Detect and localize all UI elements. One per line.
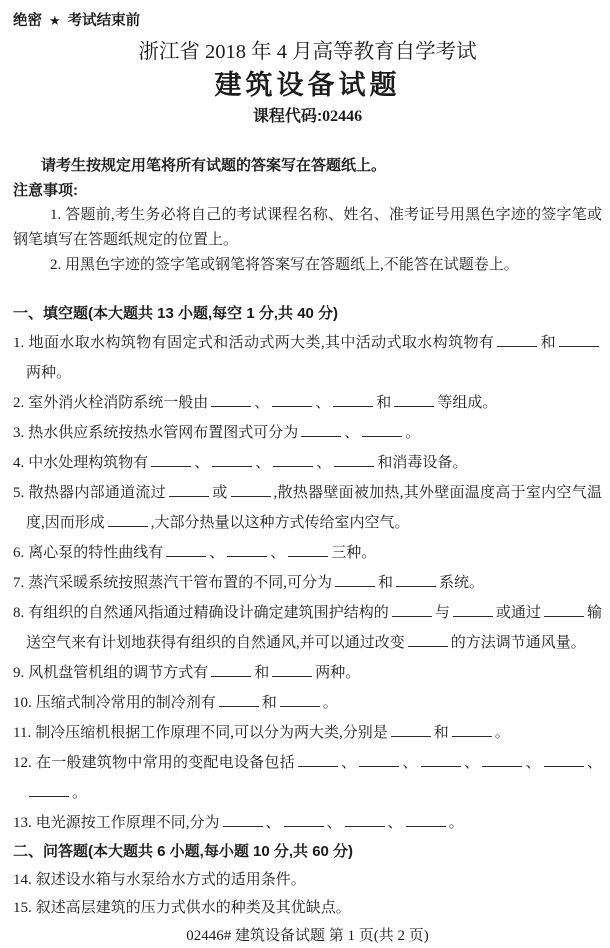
answer-blank <box>396 573 436 587</box>
question-text: 、 <box>340 755 357 771</box>
answer-blank <box>211 393 251 407</box>
question-13 <box>13 808 602 838</box>
question-1 <box>13 328 602 388</box>
question-text: 有组织的自然通风指通过精确设计确定建筑围护结构的 <box>28 605 389 621</box>
answer-blank <box>272 393 312 407</box>
answer-blank <box>223 813 263 827</box>
question-text: 和 <box>261 695 277 711</box>
answer-blank <box>273 453 313 467</box>
question-text: 和 <box>433 725 449 741</box>
question-text: 、 <box>265 815 281 831</box>
answer-blank <box>166 543 206 557</box>
question-text: 、 <box>255 455 271 471</box>
question-9 <box>13 658 602 688</box>
note-item-2: 2. 用黑色字迹的签字笔或钢笔将答案写在答题纸上,不能答在试题卷上。 <box>50 257 519 273</box>
question-text: 地面水取水构筑物有固定式和活动式两大类,其中活动式取水构筑物有 <box>28 335 495 351</box>
answer-blank <box>29 783 69 797</box>
question-text: 电光源按工作原理不同,分为 <box>35 815 220 831</box>
question-text: 或通过 <box>495 605 541 621</box>
answer-blank <box>359 753 399 767</box>
answer-blank <box>544 603 584 617</box>
question-text: 叙述高层建筑的压力式供水的种类及其优缺点。 <box>35 900 351 916</box>
answer-blank <box>482 753 522 767</box>
question-text: 、 <box>326 815 342 831</box>
question-7 <box>13 568 602 598</box>
question-text: 输送空气来有计划地获得有组织的自然通风,并可以通过改变 <box>26 605 602 651</box>
question-text: 和 <box>376 395 392 411</box>
answer-blank <box>335 573 375 587</box>
answer-blank <box>151 453 191 467</box>
pen-notice: 请考生按规定用笔将所有试题的答案写在答题纸上。 <box>41 157 387 174</box>
answer-blank <box>169 483 209 497</box>
question-8 <box>13 598 602 658</box>
question-text: 。 <box>72 785 88 801</box>
question-text: 热水供应系统按热水管网布置图式可分为 <box>28 425 299 441</box>
question-text: 压缩式制冷常用的制冷剂有 <box>35 695 216 711</box>
question-text: 制冷压缩机根据工作原理不同,可以分为两大类,分别是 <box>35 725 388 741</box>
question-number: 11. <box>13 725 32 741</box>
answer-blank <box>391 723 431 737</box>
question-3 <box>13 418 602 448</box>
answer-blank <box>212 453 252 467</box>
question-text: 。 <box>448 815 464 831</box>
answer-blank <box>280 693 320 707</box>
question-number: 10. <box>13 695 32 711</box>
question-text: 中水处理构筑物有 <box>28 455 149 471</box>
question-text: ,散热器壁面被加热,其外壁面温度高于室内空气温度,因而形成 <box>26 485 602 531</box>
question-text: 两种。 <box>315 665 361 681</box>
question-text: 。 <box>322 695 338 711</box>
question-text: 、 <box>586 755 602 771</box>
question-text: 风机盘管机组的调节方式有 <box>28 665 209 681</box>
answer-blank <box>559 333 599 347</box>
exam-session-title: 浙江省 2018 年 4 月高等教育自学考试 <box>138 41 477 63</box>
question-text: 和 <box>254 665 270 681</box>
question-text: 叙述设水箱与水泵给水方式的适用条件。 <box>35 872 306 888</box>
secrecy-label: 绝密 <box>13 13 42 29</box>
note-item-1: 1. 答题前,考生务必将自己的考试课程名称、姓名、准考证号用黑色字迹的签字笔或钢笔填写在答题纸规定的位置上。 <box>13 207 602 248</box>
question-14 <box>13 866 602 894</box>
answer-blank <box>544 753 584 767</box>
exam-timing-label: 考试结束前 <box>67 13 141 29</box>
question-number: 1. <box>13 335 25 351</box>
question-text: 的方法调节通风量。 <box>450 635 586 651</box>
answer-blank <box>301 423 341 437</box>
question-text: 等组成。 <box>437 395 498 411</box>
question-text: 室外消火栓消防系统一般由 <box>28 395 209 411</box>
question-number: 13. <box>13 815 32 831</box>
answer-blank <box>345 813 385 827</box>
answer-blank <box>392 603 432 617</box>
security-classification-line <box>13 12 602 30</box>
question-text: 、 <box>315 395 331 411</box>
answer-blank <box>406 813 446 827</box>
answer-blank <box>108 513 148 527</box>
page-footer: 02446# 建筑设备试题 第 1 页(共 2 页) <box>186 928 429 944</box>
answer-blank <box>227 543 267 557</box>
answer-blank <box>284 813 324 827</box>
question-text: 在一般建筑物中常用的变配电设备包括 <box>35 755 295 771</box>
course-code-label: 课程代码: <box>252 108 323 125</box>
question-15 <box>13 894 602 922</box>
answer-blank <box>453 603 493 617</box>
question-text: ,大部分热量以这种方式传给室内空气。 <box>150 515 410 531</box>
subject-title: 建筑设备试题 <box>214 70 401 100</box>
answer-blank <box>298 753 338 767</box>
question-text: 和 <box>540 335 556 351</box>
question-number: 5. <box>13 485 25 501</box>
question-10 <box>13 688 602 718</box>
question-number: 7. <box>13 575 25 591</box>
question-text: 三种。 <box>331 545 377 561</box>
question-text: 、 <box>254 395 270 411</box>
question-number: 4. <box>13 455 25 471</box>
question-text: 或 <box>211 485 228 501</box>
question-text: 、 <box>209 545 225 561</box>
answer-blank <box>211 663 251 677</box>
question-5 <box>13 478 602 538</box>
question-text: 。 <box>494 725 510 741</box>
question-text: 、 <box>316 455 332 471</box>
question-2 <box>13 388 602 418</box>
question-text: 系统。 <box>439 575 485 591</box>
question-12 <box>13 748 602 808</box>
section2-questions <box>13 866 602 922</box>
question-number: 2. <box>13 395 25 411</box>
question-text: 和 <box>378 575 394 591</box>
question-text: 、 <box>402 755 418 771</box>
question-4 <box>13 448 602 478</box>
answer-blank <box>334 453 374 467</box>
answer-blank <box>497 333 537 347</box>
section1-questions <box>13 328 602 838</box>
question-6 <box>13 538 602 568</box>
question-number: 12. <box>13 755 32 771</box>
question-number: 9. <box>13 665 25 681</box>
answer-blank <box>272 663 312 677</box>
question-text: 、 <box>525 755 541 771</box>
answer-blank <box>394 393 434 407</box>
answer-blank <box>288 543 328 557</box>
question-text: 、 <box>194 455 210 471</box>
section1-heading: 一、填空题(本大题共 13 小题,每空 1 分,共 40 分) <box>13 305 339 322</box>
question-text: 和消毒设备。 <box>377 455 468 471</box>
answer-blank <box>231 483 271 497</box>
answer-blank <box>452 723 492 737</box>
course-code-line <box>13 107 602 127</box>
question-text: 两种。 <box>26 365 72 381</box>
answer-blank <box>362 423 402 437</box>
question-text: 蒸汽采暖系统按照蒸汽干管布置的不同,可分为 <box>28 575 333 591</box>
notes-heading: 注意事项: <box>13 182 78 199</box>
question-text: 与 <box>434 605 450 621</box>
answer-blank <box>219 693 259 707</box>
answer-blank <box>408 633 448 647</box>
question-text: 散热器内部通道流过 <box>28 485 166 501</box>
question-number: 8. <box>13 605 25 621</box>
answer-blank <box>333 393 373 407</box>
question-11 <box>13 718 602 748</box>
question-number: 6. <box>13 545 25 561</box>
question-number: 15. <box>13 900 32 916</box>
question-number: 3. <box>13 425 25 441</box>
section2-heading: 二、问答题(本大题共 6 小题,每小题 10 分,共 60 分) <box>13 843 354 860</box>
question-number: 14. <box>13 872 32 888</box>
question-text: 、 <box>387 815 403 831</box>
question-text: 、 <box>344 425 360 441</box>
answer-blank <box>421 753 461 767</box>
question-text: 、 <box>463 755 480 771</box>
course-code-value: 02446 <box>322 108 363 125</box>
question-text: 离心泵的特性曲线有 <box>28 545 164 561</box>
question-text: 。 <box>405 425 421 441</box>
star-icon: ★ <box>49 13 61 28</box>
question-text: 、 <box>270 545 286 561</box>
